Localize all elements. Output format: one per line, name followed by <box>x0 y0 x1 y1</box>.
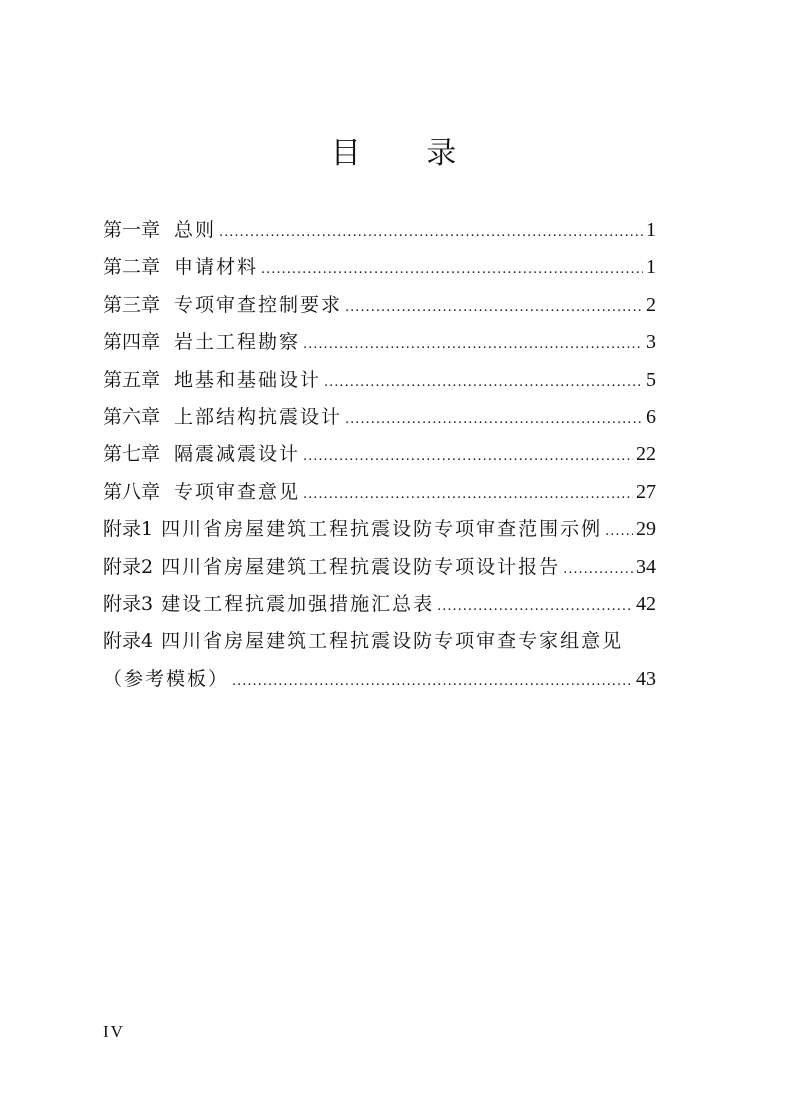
toc-entry-title: 建设工程抗震加强措施汇总表 <box>161 592 435 615</box>
toc-entry-number: 第五章 <box>103 368 161 391</box>
toc-entry-page: 27 <box>636 480 656 503</box>
toc-entry[interactable] <box>103 212 656 249</box>
toc-entry-page: 1 <box>646 219 656 241</box>
toc-entry-page: 43 <box>636 667 656 690</box>
toc-entry-number: 附录3 <box>103 592 154 615</box>
page-title: 目 录 <box>330 136 485 171</box>
toc-entry[interactable] <box>103 549 656 586</box>
toc-entry-title: 专项审查控制要求 <box>174 293 343 316</box>
toc-entry-title: 总则 <box>174 219 217 241</box>
toc-entry[interactable] <box>103 511 656 548</box>
toc-entry-page: 6 <box>646 405 656 428</box>
toc-entry-page: 34 <box>636 555 656 578</box>
dot-leader <box>232 663 633 700</box>
dot-leader <box>605 513 633 550</box>
table-of-contents <box>103 212 656 698</box>
toc-entry-title: 岩土工程勘察 <box>174 331 301 354</box>
toc-entry-multiline[interactable] <box>103 623 656 660</box>
toc-entry-number: 第七章 <box>103 443 161 466</box>
toc-entry-continuation[interactable] <box>103 661 656 698</box>
dot-leader <box>345 289 643 326</box>
dot-leader <box>324 364 643 401</box>
toc-entry-number: 第八章 <box>103 480 161 503</box>
dot-leader <box>345 401 643 438</box>
dot-leader <box>563 551 633 588</box>
toc-entry-page: 29 <box>636 518 656 541</box>
toc-entry-page: 1 <box>646 256 656 279</box>
toc-entry-page: 2 <box>646 293 656 316</box>
toc-entry-title: 地基和基础设计 <box>174 368 322 391</box>
toc-entry-page: 3 <box>646 331 656 354</box>
toc-entry-number: 第二章 <box>103 256 161 279</box>
toc-entry[interactable] <box>103 586 656 623</box>
toc-entry-title: 四川省房屋建筑工程抗震设防专项设计报告 <box>161 555 561 578</box>
toc-entry-title: 四川省房屋建筑工程抗震设防专项审查专家组意见 <box>161 630 624 653</box>
footer-page-number: IV <box>103 1022 125 1041</box>
toc-entry-page: 22 <box>636 443 656 466</box>
toc-entry[interactable] <box>103 436 656 473</box>
toc-entry[interactable] <box>103 287 656 324</box>
toc-entry-number: 第六章 <box>103 405 161 428</box>
dot-leader <box>437 588 633 625</box>
toc-entry[interactable] <box>103 399 656 436</box>
toc-entry-title: 上部结构抗震设计 <box>174 405 343 428</box>
dot-leader <box>219 214 643 251</box>
dot-leader <box>303 326 643 363</box>
toc-entry-title: 隔震减震设计 <box>174 443 301 466</box>
toc-entry-number: 附录2 <box>103 555 154 578</box>
dot-leader <box>261 251 643 288</box>
toc-entry-number: 第三章 <box>103 293 161 316</box>
toc-entry[interactable] <box>103 474 656 511</box>
toc-entry-title: 专项审查意见 <box>174 480 301 503</box>
toc-entry[interactable] <box>103 362 656 399</box>
toc-entry-number: 附录1 <box>103 518 154 541</box>
toc-entry-number: 第四章 <box>103 331 161 354</box>
toc-entry-title: 四川省房屋建筑工程抗震设防专项审查范围示例 <box>161 518 603 541</box>
toc-entry[interactable] <box>103 324 656 361</box>
dot-leader <box>303 476 633 513</box>
dot-leader <box>303 438 633 475</box>
toc-entry-number: 第一章 <box>103 219 161 241</box>
toc-entry[interactable] <box>103 249 656 286</box>
toc-entry-page: 42 <box>636 592 656 615</box>
toc-entry-number: 附录4 <box>103 630 154 653</box>
toc-entry-title-cont: （参考模板） <box>103 667 230 690</box>
toc-entry-title: 申请材料 <box>174 256 259 279</box>
toc-entry-page: 5 <box>646 368 656 391</box>
